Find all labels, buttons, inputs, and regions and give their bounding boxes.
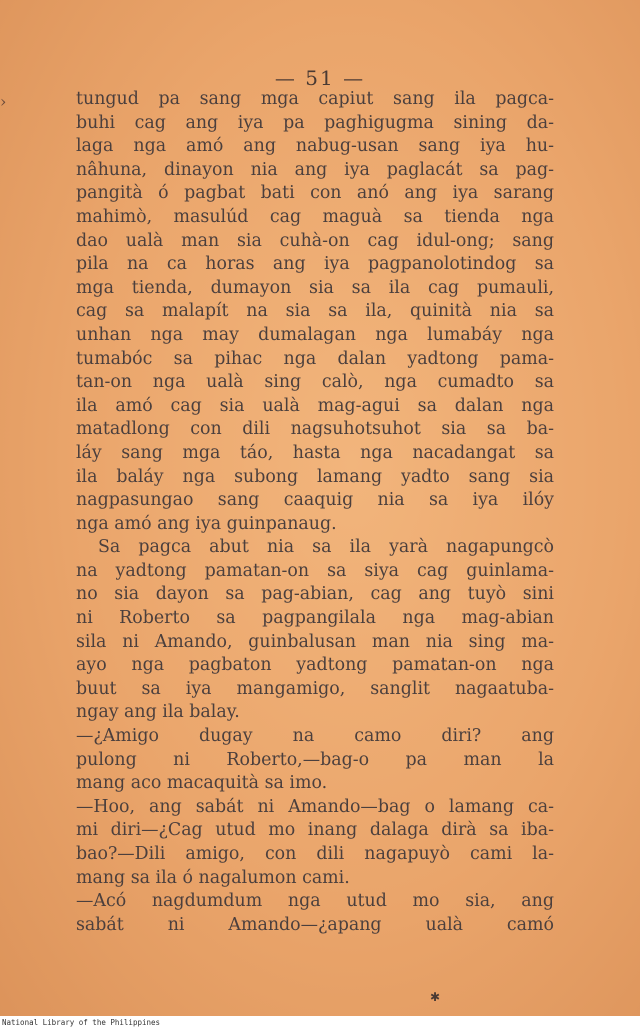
text-line: na yadtong pamatan-on sa siya cag guinlama- [76, 560, 554, 581]
text-line: mi diri—¿Cag utud mo inang dalaga dirà sa iba- [76, 820, 554, 841]
text-line: cag sa malapít na sia sa ila, quinità nia sa [76, 301, 554, 322]
text-line: tungud pa sang mga capiut sang ila pagca- [76, 89, 554, 109]
text-line: —Acó nagdumdum nga utud mo sia, ang [76, 891, 554, 912]
text-line: —Hoo, ang sabát ni Amando—bag o lamang ca- [76, 796, 554, 817]
text-line: tan-on nga ualà sing calò, nga cumadto sa [76, 372, 554, 393]
text-line: buhi cag ang iya pa paghigugma sining da- [76, 112, 554, 133]
text-line: mang sa ila ó nagalumon cami. [76, 867, 350, 888]
text-line: pulong ni Roberto,—bag-o pa man la [76, 749, 554, 770]
text-line: laga nga amó ang nabug-usan sang iya hu- [76, 136, 554, 157]
ornament-mark: ✱ [430, 990, 441, 1004]
text-line: bao?—Dili amigo, con dili nagapuyò cami la- [76, 844, 554, 864]
text-line: no sia dayon sa pag-abian, cag ang tuyò sini [76, 584, 554, 605]
text-line: matadlong con dili nagsuhotsuhot sia sa ba- [76, 419, 554, 440]
text-line: tumabóc sa pihac nga dalan yadtong pama- [76, 348, 554, 369]
text-line: ila baláy nga subong lamang yadto sang sia [76, 466, 554, 487]
text-line: mga tienda, dumayon sia sa ila cag pumauli, [76, 277, 554, 298]
body-text [76, 88, 554, 937]
text-line: ayo nga pagbaton yadtong pamatan-on nga [76, 655, 554, 676]
text-line: sabát ni Amando—¿apang ualà camó [76, 914, 554, 935]
text-line: mang aco macaquità sa imo. [76, 773, 328, 794]
text-line: nagpasungao sang caaquig nia sa iya ilóy [76, 490, 554, 511]
text-line: ila amó cag sia ualà mag-agui sa dalan nga [76, 395, 554, 416]
text-line: Sa pagca abut nia sa ila yarà nagapungcò [98, 537, 554, 558]
text-line: pangità ó pagbat bati con anó ang iya sarang [76, 183, 554, 204]
text-line: nâhuna, dinayon nia ang iya paglacát sa pag- [76, 159, 554, 180]
text-line: ni Roberto sa pagpangilala nga mag-abian [76, 608, 554, 629]
text-line: —¿Amigo dugay na camo diri? ang [76, 726, 554, 747]
text-line: pila na ca horas ang iya pagpanolotindog sa [76, 254, 554, 275]
footer-bar [0, 1016, 640, 1028]
text-line: láy sang mga táo, hasta nga nacadangat sa [76, 442, 554, 463]
text-line: sila ni Amando, guinbalusan man nia sing ma- [76, 631, 554, 652]
text-line: unhan nga may dumalagan nga lumabáy nga [76, 324, 554, 345]
text-line: mahimò, masulúd cag maguà sa tienda nga [76, 206, 554, 227]
text-line: dao ualà man sia cuhà-on cag idul-ong; sang [76, 230, 554, 251]
text-line: nga amó ang iya guinpanaug. [76, 513, 337, 534]
footer-credit: National Library of the Philippines [2, 1018, 161, 1027]
margin-mark: › [0, 92, 7, 111]
text-line: ngay ang ila balay. [76, 702, 240, 723]
text-line: buut sa iya mangamigo, sanglit nagaatuba- [76, 678, 554, 699]
page-number: — 51 — [274, 66, 366, 90]
